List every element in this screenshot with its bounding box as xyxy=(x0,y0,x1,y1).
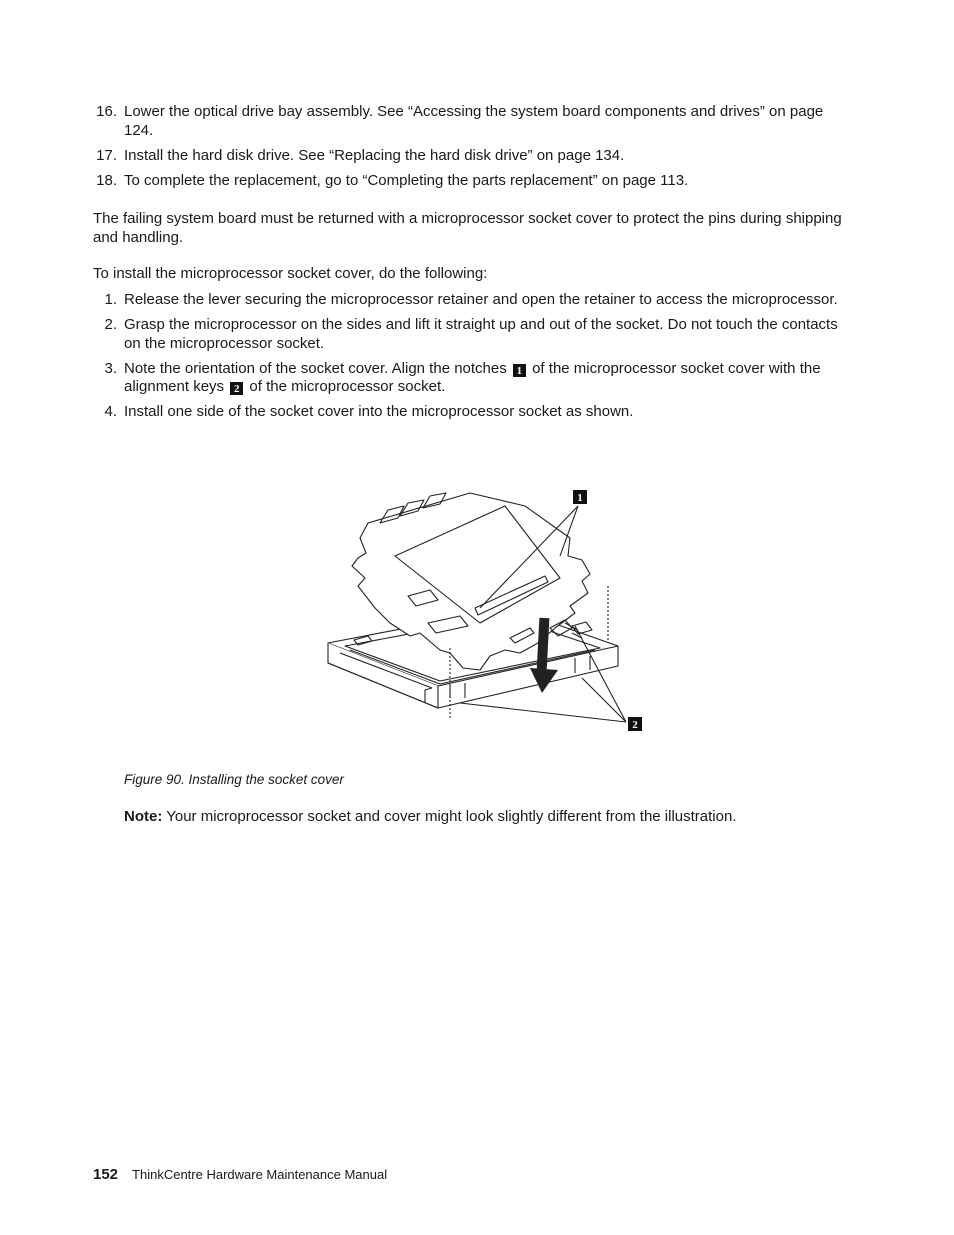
page-number: 152 xyxy=(93,1166,119,1183)
step-text-part3: of the microprocessor socket. xyxy=(249,378,446,395)
socket-cover-illustration xyxy=(320,478,650,758)
step-text: Release the lever securing the microprocessor retainer and open the retainer to access the microprocessor. xyxy=(124,291,838,308)
step-text-part1: Note the orientation of the socket cover. Align the notches xyxy=(124,359,507,377)
step-number: 16. xyxy=(96,103,117,120)
callout-badge-1: 1 xyxy=(513,364,526,377)
step-1 xyxy=(93,291,853,310)
step-16 xyxy=(93,103,853,140)
paragraph-intro: To install the microprocessor socket cover, do the following: xyxy=(93,265,488,282)
step-number: 17. xyxy=(96,146,117,164)
step-18 xyxy=(93,172,853,191)
step-number: 18. xyxy=(96,171,117,189)
callout-1-label: 1 xyxy=(577,492,583,504)
paragraph-system-board: The failing system board must be returned with a microprocessor socket cover to protect the pins during shipping and handling. xyxy=(93,210,842,246)
step-text: Install one side of the socket cover into the microprocessor socket as shown. xyxy=(124,403,634,420)
step-2 xyxy=(93,316,853,353)
step-text: To complete the replacement, go to “Completing the parts replacement” on page 113. xyxy=(124,171,689,189)
step-3 xyxy=(93,360,853,397)
manual-title: ThinkCentre Hardware Maintenance Manual xyxy=(132,1167,388,1182)
steps-list-top xyxy=(93,103,853,197)
note-text: Your microprocessor socket and cover might look slightly different from the illustration. xyxy=(166,808,737,825)
callout-badge-2: 2 xyxy=(230,382,243,395)
step-number: 2. xyxy=(104,316,117,333)
step-4 xyxy=(93,403,853,422)
step-number: 1. xyxy=(104,291,117,308)
steps-list xyxy=(93,291,853,428)
page-footer xyxy=(93,1166,387,1183)
step-text: Grasp the microprocessor on the sides and lift it straight up and out of the socket. Do not touch the contacts on the microprocessor socket. xyxy=(124,316,838,352)
note-label: Note: xyxy=(124,808,163,825)
callout-2-label: 2 xyxy=(632,719,638,731)
step-text-part2: of the microprocessor socket cover with the alignment keys xyxy=(124,359,821,395)
step-number: 4. xyxy=(104,403,117,420)
step-17 xyxy=(93,147,853,166)
figure-caption: Figure 90. Installing the socket cover xyxy=(124,772,344,787)
step-number: 3. xyxy=(104,359,117,377)
step-text: Install the hard disk drive. See “Replacing the hard disk drive” on page 134. xyxy=(124,146,625,164)
step-text: Lower the optical drive bay assembly. See “Accessing the system board components and drives” on page 124. xyxy=(124,103,824,139)
note xyxy=(124,808,864,827)
